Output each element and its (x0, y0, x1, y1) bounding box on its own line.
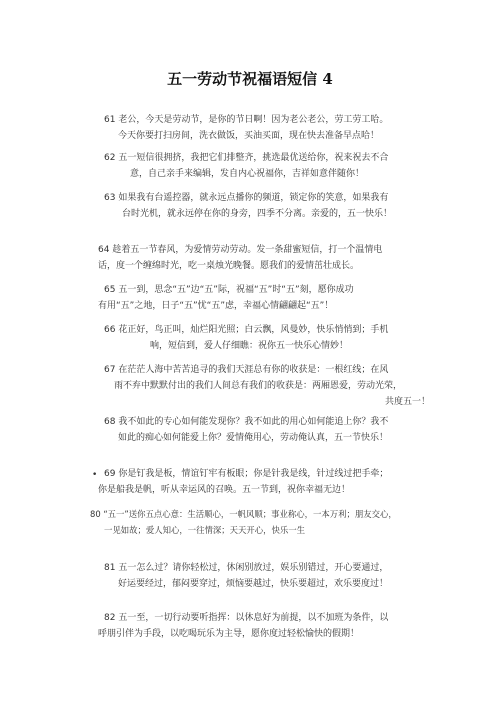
entry-line: 台时光机，就永远停在你的身旁，四季不分离。亲爱的，五一快乐！ (122, 209, 393, 219)
entry-line: 62 五一短信很拥挤，我把它们排整齐，挑选最优送给你，祝来祝去不合 (104, 153, 389, 163)
entry-line: 一见如故；爱人知心，一往情深；天天开心，快乐一生 (104, 525, 305, 535)
entry-line: 82 五一至，一切行动要听指挥：以休息好为前提，以不加班为条件，以 (104, 613, 389, 623)
entry-line: 你是船我是帆，听从幸运风的召唤。五一节到，祝你幸福无边！ (98, 485, 351, 495)
entry-line: 好运要经过，郁闷要穿过，烦恼要越过，快乐要超过，欢乐要度过！ (118, 579, 389, 589)
bullet-icon: • (92, 470, 98, 480)
entry-line: 话，度一个缠绵时光，吃一桌烛光晚餐。愿我们的爱情茁壮成长。 (98, 261, 360, 271)
entry-line: 如此的痴心如何能爱上你？爱情俺用心，劳动俺认真，五一节快乐！ (118, 433, 389, 443)
entry-64 (98, 242, 438, 274)
entry-line: 呼朋引伴为手段，以吃喝玩乐为主导，愿你度过轻松愉快的假期！ (98, 629, 360, 639)
entry-line: 68 我不如此的专心如何能发现你？我不如此的用心如何能追上你？我不 (104, 417, 389, 427)
entry-line: 61 老公，今天是劳动节，是你的节日啊！因为老公老公，劳工劳工哈。 (104, 115, 389, 125)
entry-65 (98, 282, 438, 314)
entry-62 (104, 150, 434, 182)
entry-66 (104, 322, 434, 354)
entry-line: 有用“五”之地，日子“五”忧“五”虑，幸福心情翩翩起“五”！ (98, 301, 334, 311)
entry-line: 雨不弃中默默付出的我们人间总有我们的收获是：两厢恩爱，劳动光荣， (114, 381, 403, 391)
entry-line: 今天你要打扫房间，洗衣做饭，买油买面，现在快去准备早点哈！ (118, 131, 380, 141)
entry-line: 意，自己亲手来编辑，发自内心祝福你，吉祥如意伴随你！ (130, 169, 365, 179)
entry-line: 64 趁着五一节春风，为爱情劳动劳动。发一条甜蜜短信，打一个温情电 (98, 245, 383, 255)
entry-line: 共度五一！ (384, 397, 430, 407)
entry-61 (104, 112, 434, 144)
entry-line: 响，短信到，爱人仔细瞧：祝你五一快乐心情妙！ (150, 341, 349, 351)
entry-line: 66 花正好，鸟正叫，灿烂阳光照；白云飘，风曼妙，快乐悄悄到；手机 (104, 325, 389, 335)
entry-81 (104, 560, 434, 592)
entry-63 (104, 190, 434, 222)
entry-line: 81 五一怎么过？请你轻松过，休闲别放过，娱乐别错过，开心要通过， (104, 563, 389, 573)
entry-line: 65 五一到，思念“五”边“五”际，祝福“五”时“五”刻，愿你成功 (104, 285, 354, 295)
entry-68 (104, 414, 434, 446)
entry-82 (98, 610, 443, 642)
entry-line: 80 “五一”送你五点心意：生活顺心，一帆风顺；事业称心，一本万利；朋友交心， (90, 509, 397, 519)
entry-67 (104, 362, 434, 410)
page-title: 五一劳动节祝福语短信 4 (167, 70, 333, 88)
entry-line: 67 在茫茫人海中苦苦追寻的我们天涯总有你的收获是：一根红线；在风 (104, 365, 389, 375)
entry-line: 63 如果我有台遥控器，就永远点播你的频道，锁定你的笑意，如果我有 (104, 193, 389, 203)
entry-line: 69 你是钉我是板，情谊钉牢有板眼；你是针我是线，针过线过把手牵； (104, 469, 389, 479)
entry-69 (98, 466, 443, 498)
entry-80 (90, 506, 430, 538)
